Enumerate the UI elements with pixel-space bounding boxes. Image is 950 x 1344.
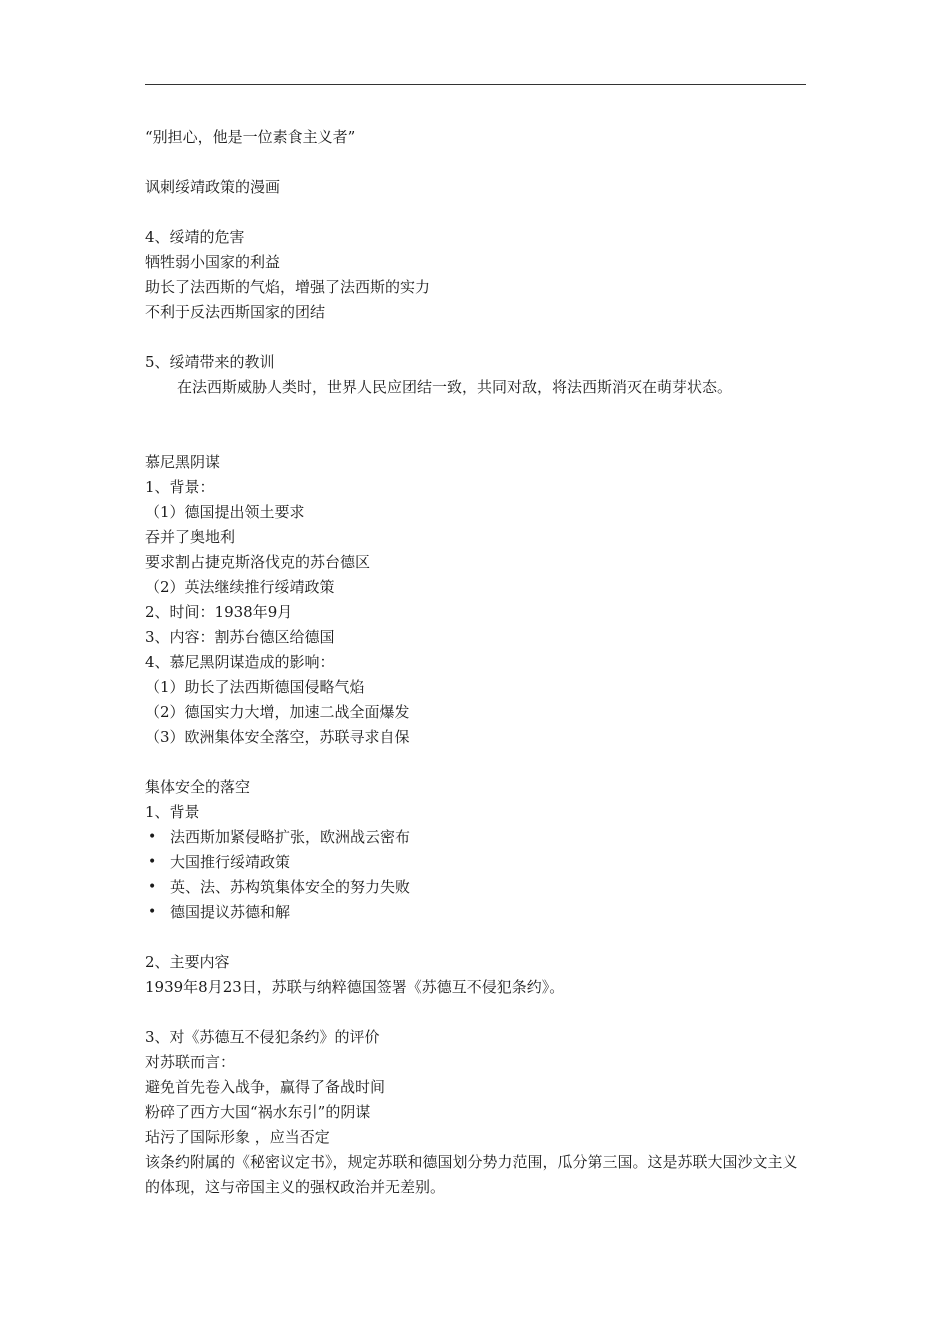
evaluation-heading: 3、对《苏德互不侵犯条约》的评价 <box>145 1028 380 1046</box>
cartoon-caption: 讽刺绥靖政策的漫画 <box>145 178 281 196</box>
list-item-text: 大国推行绥靖政策 <box>170 853 291 871</box>
evaluation-paragraph: 该条约附属的《秘密议定书》，规定苏联和德国划分势力范围，瓜分第三国。这是苏联大国沙文主义的体现，这与帝国主义的强权政治并无差别。 <box>145 1153 798 1196</box>
evaluation-item: 避免首先卷入战争，赢得了备战时间 <box>145 1078 386 1096</box>
munich-impact-heading: 4、慕尼黑阴谋造成的影响： <box>145 653 335 671</box>
munich-content: 3、内容：割苏台德区给德国 <box>145 628 335 646</box>
harm-item: 助长了法西斯的气焰，增强了法西斯的实力 <box>145 278 431 296</box>
harm-heading: 4、绥靖的危害 <box>145 228 245 246</box>
munich-sub1-item: 吞并了奥地利 <box>145 528 236 546</box>
list-item <box>145 875 810 900</box>
list-item-text: 英、法、苏构筑集体安全的努力失败 <box>170 878 411 896</box>
evaluation-item: 粉碎了西方大国“祸水东引”的阴谋 <box>145 1103 371 1121</box>
evaluation-item: 玷污了国际形象 ，应当否定 <box>145 1128 330 1146</box>
munich-impact: （2）德国实力大增，加速二战全面爆发 <box>145 703 410 721</box>
collective-background-heading: 1、背景 <box>145 803 200 821</box>
munich-sub1: （1）德国提出领土要求 <box>145 503 305 521</box>
munich-time: 2、时间：1938年9月 <box>145 603 293 621</box>
document-body <box>145 125 810 1200</box>
bullet-icon: • <box>148 854 157 870</box>
evaluation-subheading: 对苏联而言： <box>145 1053 236 1071</box>
munich-impact: （3）欧洲集体安全落空，苏联寻求自保 <box>145 728 410 746</box>
bullet-icon: • <box>148 879 157 895</box>
list-item <box>145 850 810 875</box>
lesson-text: 在法西斯威胁人类时，世界人民应团结一致，共同对敌，将法西斯消灭在萌芽状态。 <box>177 378 733 396</box>
list-item-text: 德国提议苏德和解 <box>170 903 291 921</box>
cartoon-quote: “别担心，他是一位素食主义者” <box>145 128 356 146</box>
list-item <box>145 900 810 925</box>
munich-background-heading: 1、背景： <box>145 478 215 496</box>
collective-title: 集体安全的落空 <box>145 778 251 796</box>
main-content-heading: 2、主要内容 <box>145 953 230 971</box>
munich-sub2: （2）英法继续推行绥靖政策 <box>145 578 335 596</box>
bullet-icon: • <box>148 904 157 920</box>
harm-item: 牺牲弱小国家的利益 <box>145 253 281 271</box>
bullet-icon: • <box>148 829 157 845</box>
list-item <box>145 825 810 850</box>
munich-impact: （1）助长了法西斯德国侵略气焰 <box>145 678 365 696</box>
header-rule <box>145 84 806 85</box>
munich-sub1-item: 要求割占捷克斯洛伐克的苏台德区 <box>145 553 371 571</box>
harm-item: 不利于反法西斯国家的团结 <box>145 303 326 321</box>
main-content-text: 1939年8月23日，苏联与纳粹德国签署《苏德互不侵犯条约》。 <box>145 978 565 996</box>
list-item-text: 法西斯加紧侵略扩张，欧洲战云密布 <box>170 828 411 846</box>
munich-title: 慕尼黑阴谋 <box>145 453 221 471</box>
lesson-heading: 5、绥靖带来的教训 <box>145 353 275 371</box>
